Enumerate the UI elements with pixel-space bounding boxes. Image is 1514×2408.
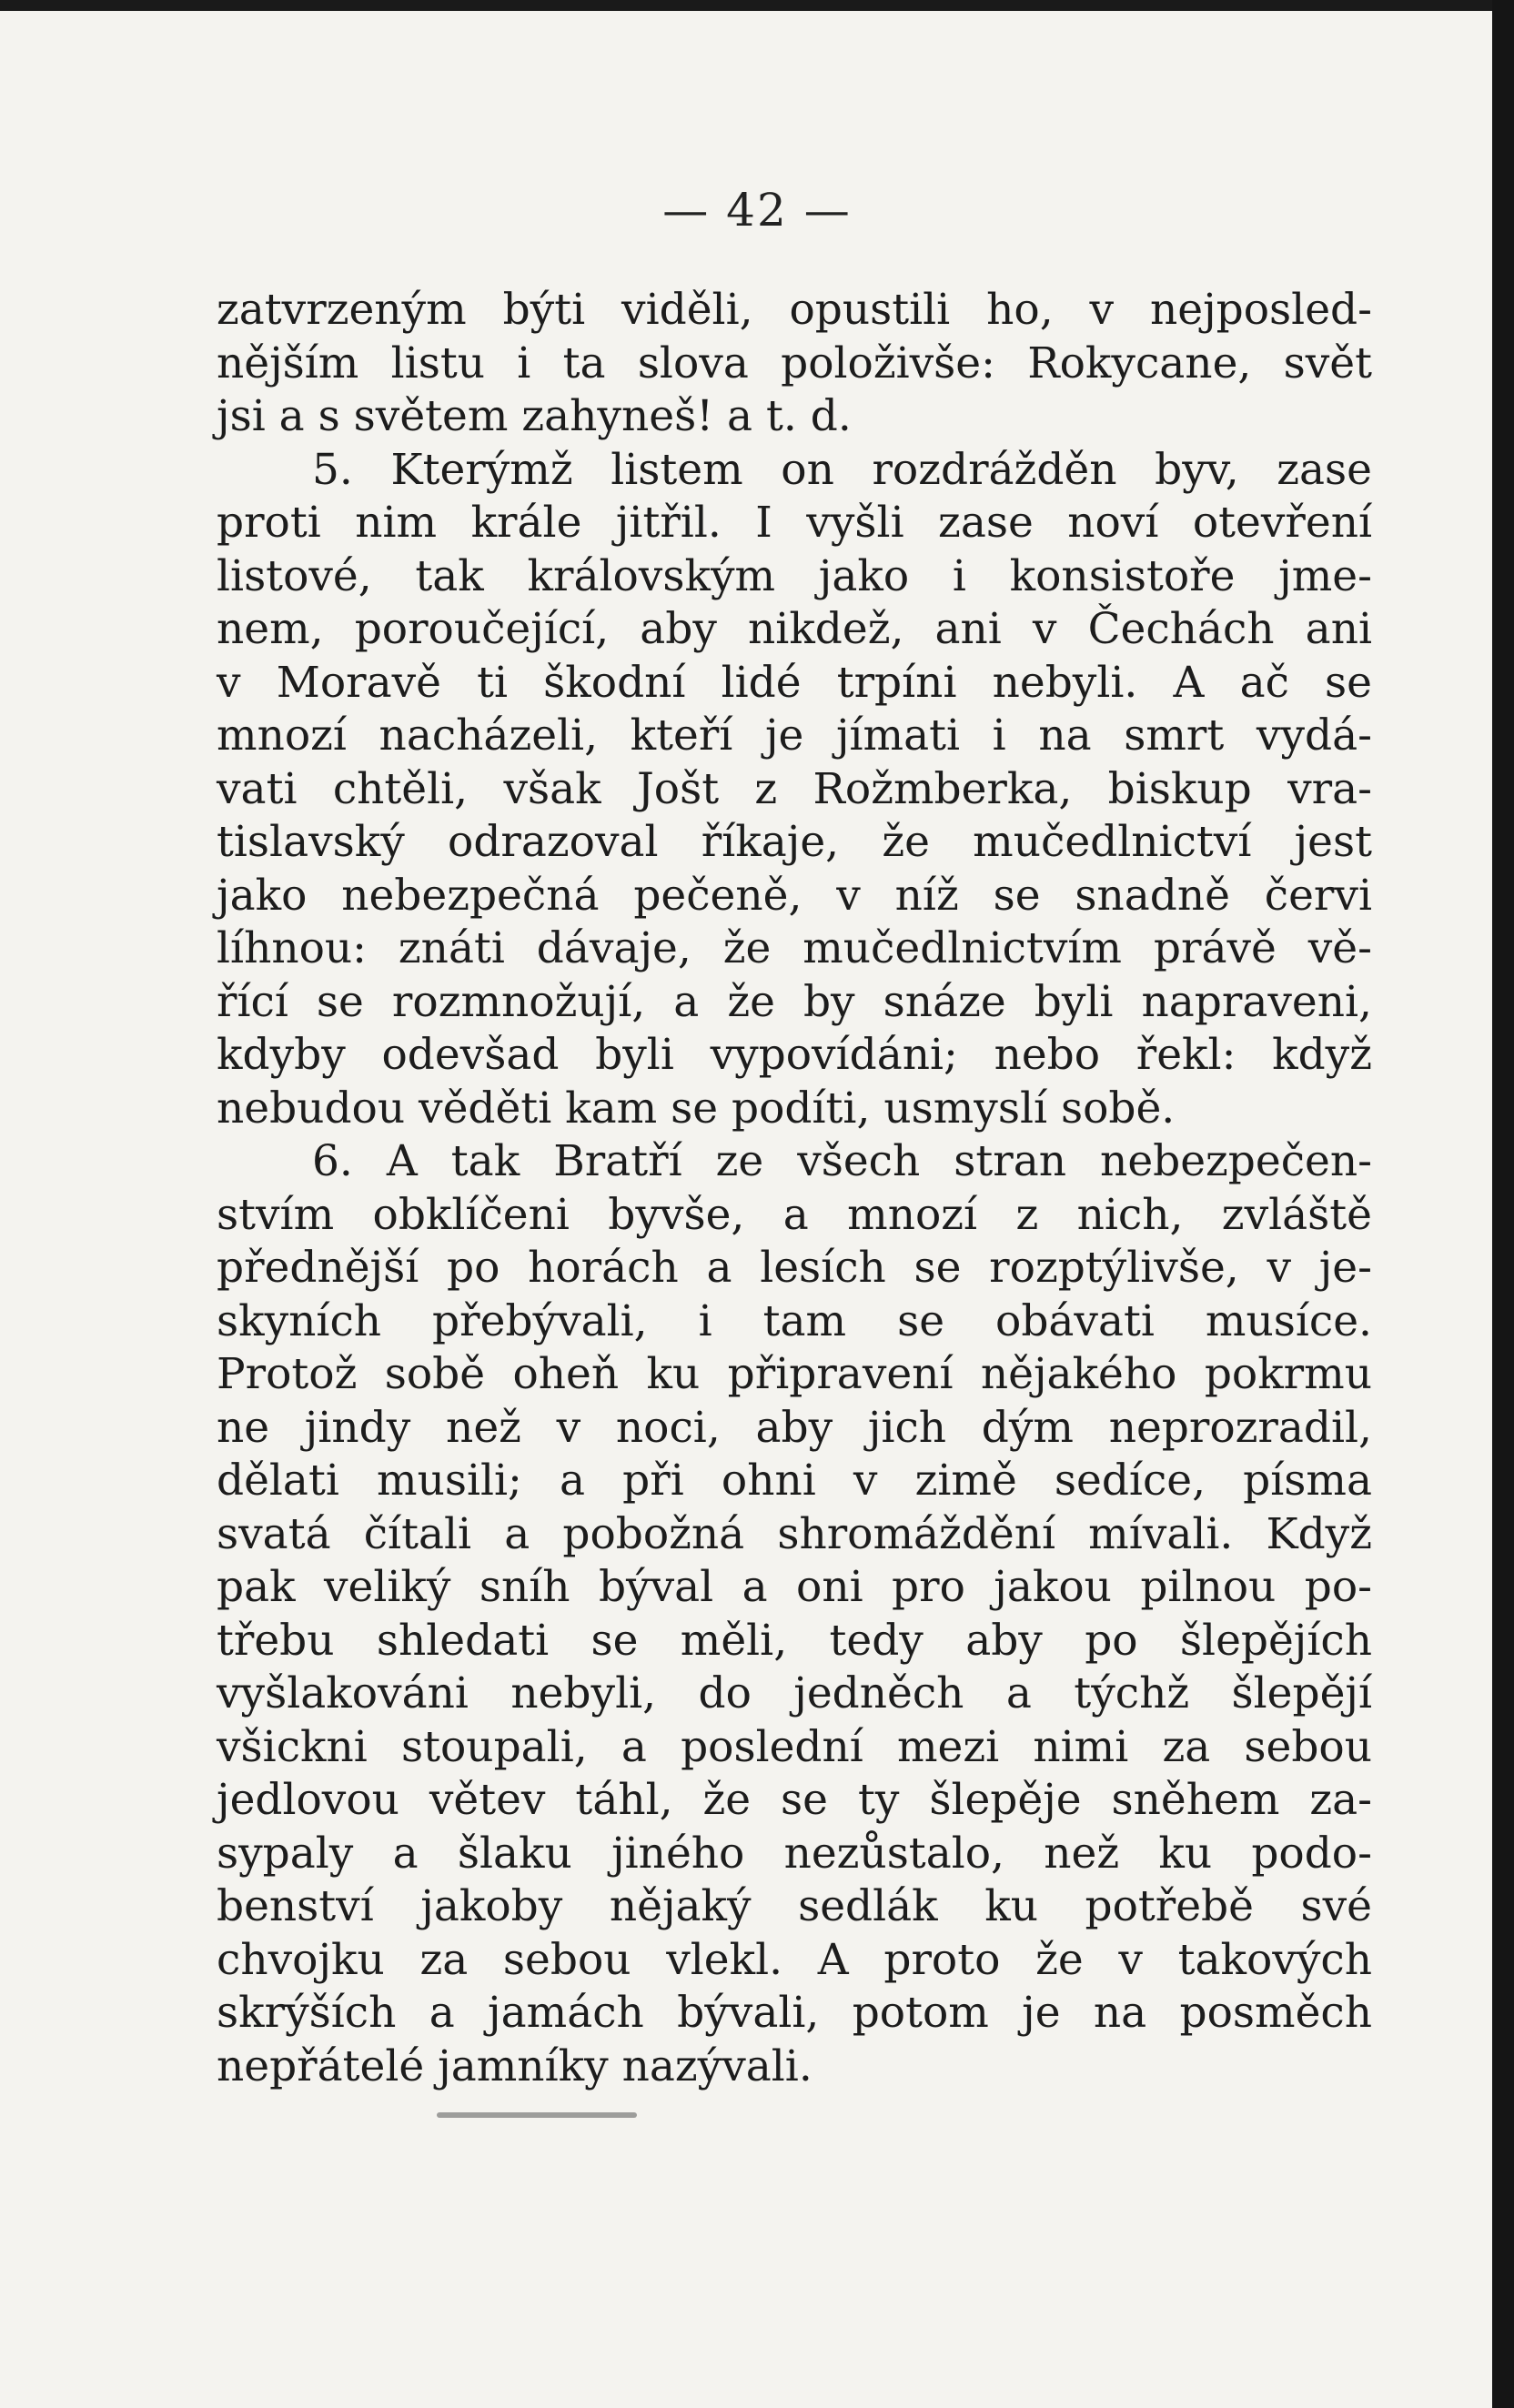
text-line: ne jindy než v noci, aby jich dým neprozradil, [217, 1402, 1372, 1453]
text-line: 5. Kterýmž listem on rozdrážděn byv, zase [312, 444, 1372, 495]
text-line: listové, tak královským jako i konsistoře jme- [217, 550, 1372, 601]
scan-edge [1492, 0, 1514, 2408]
text-line: třebu shledati se měli, tedy aby po šlepějích [217, 1615, 1372, 1666]
text-line: chvojku za sebou vlekl. A proto že v takových [217, 1934, 1372, 1985]
ink-smudge [437, 2112, 637, 2118]
text-line: nějším listu i ta slova položivše: Rokycane, svět [217, 338, 1372, 388]
text-line: nepřátelé jamníky nazývali. [217, 2040, 813, 2091]
text-line: pak veliký sníh býval a oni pro jakou pilnou po- [217, 1562, 1372, 1612]
text-line: proti nim krále jitřil. I vyšli zase noví otevření [217, 498, 1372, 548]
text-line: 6. A tak Bratří ze všech stran nebezpečen- [312, 1136, 1372, 1186]
text-line: skrýších a jamách bývali, potom je na posměch [217, 1988, 1372, 2038]
text-line: Protož sobě oheň ku připravení nějakého pokrmu [217, 1349, 1372, 1399]
text-line: vati chtěli, však Jošt z Rožmberka, biskup vra- [217, 763, 1372, 814]
text-line: přednější po horách a lesích se rozptýlivše, v je- [217, 1243, 1372, 1293]
text-line: v Moravě ti škodní lidé trpíni nebyli. A ač se [217, 657, 1372, 708]
text-line: nem, poroučející, aby nikdež, ani v Čechách ani [217, 604, 1372, 654]
text-line: svatá čítali a pobožná shromáždění mívali. Když [217, 1508, 1372, 1559]
text-line: skyních přebývali, i tam se obávati musíce. [217, 1295, 1372, 1346]
text-line: mnozí nacházeli, kteří je jímati i na smrt vydá- [217, 710, 1372, 761]
text-line: líhnou: znáti dávaje, že mučedlnictvím právě vě- [217, 923, 1372, 973]
text-line: jedlovou větev táhl, že se ty šlepěje sněhem za- [217, 1775, 1372, 1825]
text-line: zatvrzeným býti viděli, opustili ho, v nejposled- [217, 285, 1372, 335]
text-line: všickni stoupali, a poslední mezi nimi za sebou [217, 1721, 1372, 1772]
text-line: tislavský odrazoval říkaje, že mučedlnictví jest [217, 817, 1372, 867]
text-line: nebudou věděti kam se podíti, usmyslí sobě. [217, 1083, 1176, 1133]
text-line: stvím obklíčeni byvše, a mnozí z nich, zvláště [217, 1189, 1372, 1240]
text-line: řící se rozmnožují, a že by snáze byli napraveni, [217, 976, 1372, 1027]
body-text [217, 284, 1372, 2093]
text-line: jsi a s světem zahyneš! a t. d. [217, 391, 852, 441]
text-line: benství jakoby nějaký sedlák ku potřebě své [217, 1881, 1372, 1931]
text-line: jako nebezpečná pečeně, v níž se snadně červi [217, 870, 1372, 921]
text-line: sypaly a šlaku jiného nezůstalo, než ku podo- [217, 1828, 1372, 1879]
text-line: kdyby odevšad byli vypovídáni; nebo řekl: když [217, 1030, 1372, 1080]
text-line: vyšlakováni nebyli, do jedněch a týchž šlepějí [217, 1668, 1372, 1718]
text-line: dělati musili; a při ohni v zimě sedíce, písma [217, 1456, 1372, 1506]
page-number: — 42 — [662, 184, 852, 237]
